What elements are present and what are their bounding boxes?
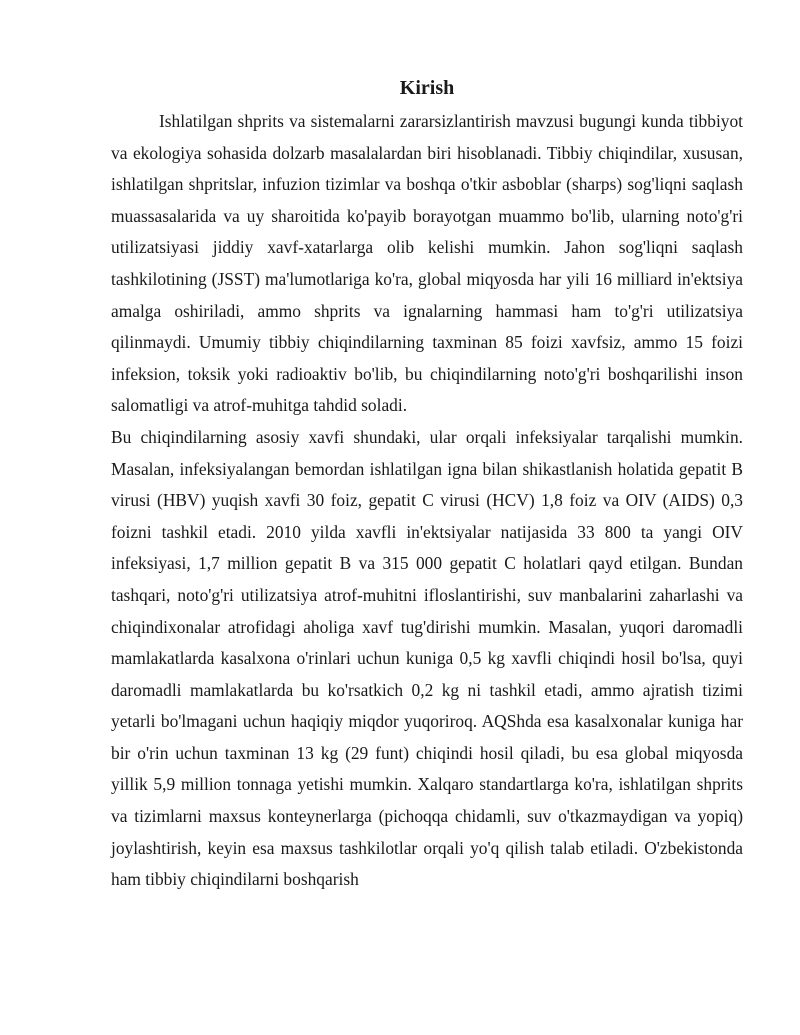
page-title: Kirish bbox=[399, 77, 455, 99]
document-page bbox=[111, 74, 743, 896]
paragraph-1: Ishlatilgan shprits va sistemalarni zararsizlantirish mavzusi bugungi kunda tibbiyot va ekologiya sohasida dolzarb masalalardan biri hisoblanadi. Tibbiy chiqindilar, xususan, ishlatilgan shpritslar, infuzion tizimlar va boshqa o'tkir asboblar (sharps) sog'liqni saqlash muassasalarida va uy sharoitida ko'payib borayotgan muammo bo'lib, ularning noto'g'ri utilizatsiyasi jiddiy xavf-xatarlarga olib kelishi mumkin. Jahon sog'liqni saqlash tashkilotining (JSST) ma'lumotlariga ko'ra, global miqyosda har yili 16 milliard in'ektsiya amalga oshiriladi, ammo shprits va ignalarning hammasi ham to'g'ri utilizatsiya qilinmaydi. Umumiy tibbiy chiqindilarning taxminan 85 foizi xavfsiz, ammo 15 foizi infeksion, toksik yoki radioaktiv bo'lib, bu chiqindilarning noto'g'ri boshqarilishi inson salomatligi va atrof-muhitga tahdid soladi. bbox=[111, 111, 743, 416]
paragraph-2: Bu chiqindilarning asosiy xavfi shundaki, ular orqali infeksiyalar tarqalishi mumkin. Masalan, infeksiyalangan bemordan ishlatilgan igna bilan shikastlanish holatida gepatit B virusi (HBV) yuqish xavfi 30 foiz, gepatit C virusi (HCV) 1,8 foiz va OIV (AIDS) 0,3 foizni tashkil etadi. 2010 yilda xavfli in'ektsiyalar natijasida 33 800 ta yangi OIV infeksiyasi, 1,7 million gepatit B va 315 000 gepatit C holatlari qayd etilgan. Bundan tashqari, noto'g'ri utilizatsiya atrof-muhitni ifloslantirishi, suv manbalarini zaharlashi va chiqindixonalar atrofidagi aholiga xavf tug'dirishi mumkin. Masalan, yuqori daromadli mamlakatlarda kasalxona o'rinlari uchun kuniga 0,5 kg xavfli chiqindi hosil bo'lsa, quyi daromadli mamlakatlarda bu ko'rsatkich 0,2 kg ni tashkil etadi, ammo ajratish tizimi yetarli bo'lmagani uchun haqiqiy miqdor yuqoriroq. AQShda esa kasalxonalar kuniga har bir o'rin uchun taxminan 13 kg (29 funt) chiqindi hosil qiladi, bu esa global miqyosda yillik 5,9 million tonnaga yetishi mumkin. Xalqaro standartlarga ko'ra, ishlatilgan shprits va tizimlarni maxsus konteynerlarga (pichoqqa chidamli, suv o'tkazmaydigan va yopiq) joylashtirish, keyin esa maxsus tashkilotlar orqali yo'q qilish talab etiladi. O'zbekistonda ham tibbiy chiqindilarni boshqarish bbox=[111, 426, 743, 890]
